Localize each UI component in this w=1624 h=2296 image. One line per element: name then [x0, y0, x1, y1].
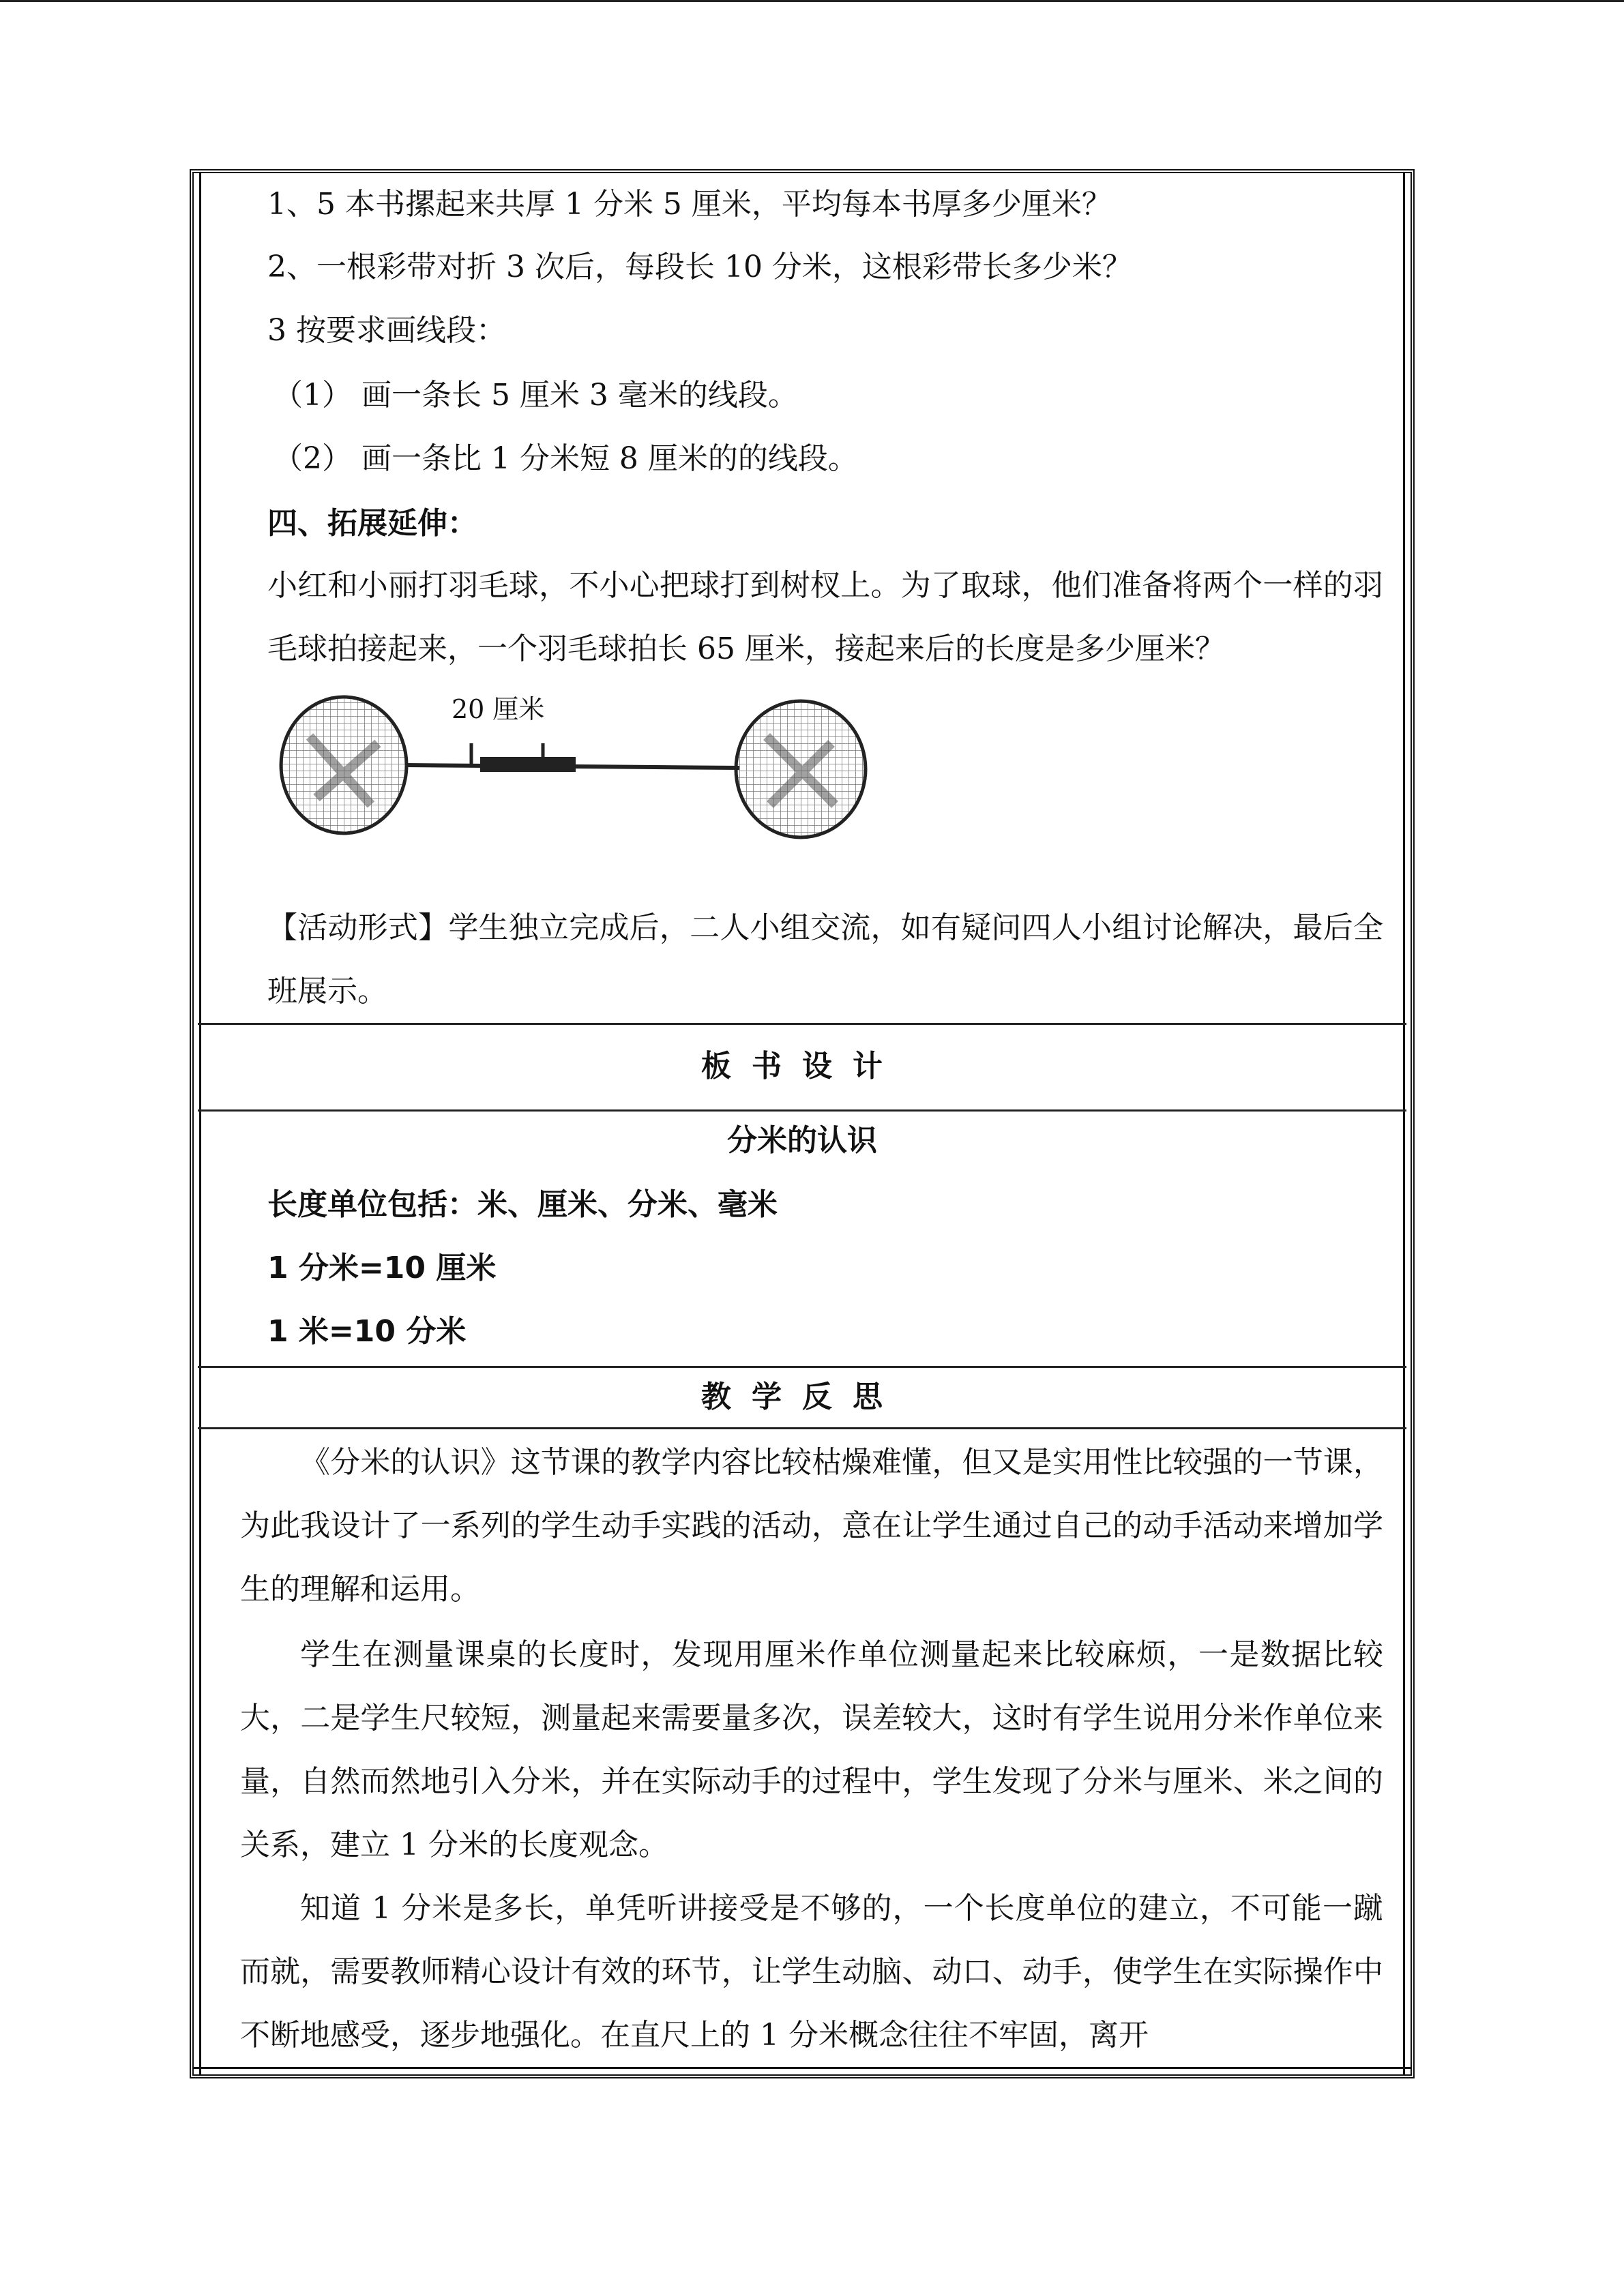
board-design-heading: 板书设计: [701, 1049, 903, 1084]
divider: [198, 1427, 1406, 1429]
reflection-paragraph-2: 学生在测量课桌的长度时，发现用厘米作单位测量起来比较麻烦，一是数据比较大，二是学生尺较短，测量起来需要量多次，误差较大，这时有学生说用分米作单位来量，自然而然地引入分米，并在实际动手的过程中，学生发现了分米与厘米、米之间的关系，建立 1 分米的长度观念。: [240, 1637, 1383, 1862]
reflection-heading: 教学反思: [701, 1380, 903, 1414]
exercise-2: 2、一根彩带对折 3 次后，每段长 10 分米，这根彩带长多少米？: [267, 250, 1132, 284]
activity-format: 【活动形式】学生独立完成后，二人小组交流，如有疑问四人小组讨论解决，最后全班展示。: [267, 910, 1383, 1009]
exercise-3-part-2: （2） 画一条比 1 分米短 8 厘米的的线段。: [273, 441, 858, 476]
figure-label: 20 厘米: [452, 694, 545, 724]
exercise-1: 1、5 本书摞起来共厚 1 分米 5 厘米，平均每本书厚多少厘米？: [267, 187, 1112, 222]
reflection-paragraph-1: 《分米的认识》这节课的教学内容比较枯燥难懂，但又是实用性比较强的一节课，为此我设计了一系列的学生动手实践的活动，意在让学生通过自己的动手活动来增加学生的理解和运用。: [240, 1445, 1383, 1607]
divider: [198, 1109, 1406, 1112]
board-line-decimeter: 1 分米=10 厘米: [267, 1251, 497, 1285]
reflection-paragraph-3: 知道 1 分米是多长，单凭听讲接受是不够的，一个长度单位的建立，不可能一蹴而就，需要教师精心设计有效的环节，让学生动脑、动口、动手，使学生在实际操作中不断地感受，逐步地强化。在直尺上的 1 分米概念往往不牢固，离开: [240, 1891, 1383, 2053]
divider: [198, 1023, 1406, 1025]
board-line-units: 长度单位包括：米、厘米、分米、毫米: [267, 1187, 778, 1222]
badminton-rackets-figure: [276, 689, 876, 852]
divider: [198, 1366, 1406, 1368]
page-top-border: [0, 0, 1624, 2]
board-line-meter: 1 米=10 分米: [267, 1314, 467, 1349]
extension-heading: 四、拓展延伸：: [267, 506, 477, 541]
extension-problem: 小红和小丽打羽毛球，不小心把球打到树杈上。为了取球，他们准备将两个一样的羽毛球拍接起来，一个羽毛球拍长 65 厘米，接起来后的长度是多少厘米？: [267, 568, 1383, 666]
exercise-3: 3 按要求画线段：: [267, 313, 506, 348]
board-title: 分米的认识: [727, 1123, 877, 1158]
exercise-3-part-1: （1） 画一条长 5 厘米 3 毫米的线段。: [273, 378, 798, 413]
racket-head-left: [281, 697, 407, 833]
racket-handle: [480, 757, 576, 772]
racket-head-right: [736, 701, 866, 837]
